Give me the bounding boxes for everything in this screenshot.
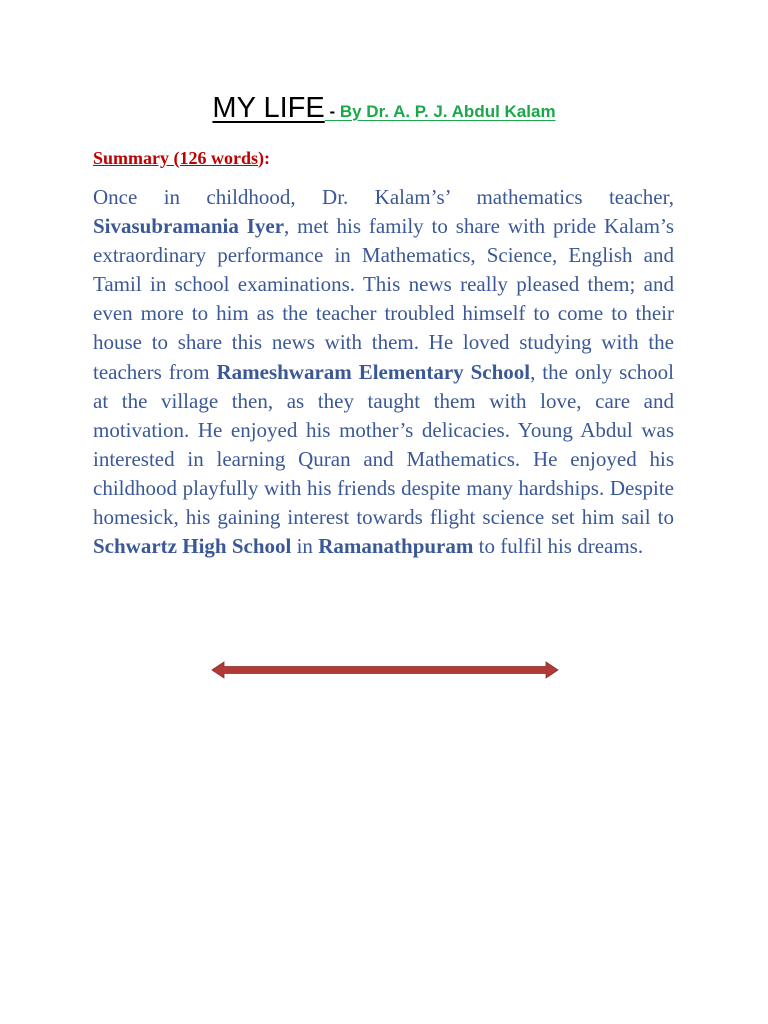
summary-label: Summary (126 words [93, 148, 258, 168]
byline [325, 102, 556, 121]
section-divider [210, 660, 560, 685]
byline-text: By Dr. A. P. J. Abdul Kalam [339, 102, 556, 121]
summary-heading [93, 148, 270, 169]
title-dash: - [329, 102, 336, 121]
summary-paragraph [93, 183, 674, 561]
text-run: in [291, 534, 319, 559]
double-headed-arrow-icon [210, 660, 560, 680]
text-run: , the only school at the village then, as they taught them with love, care and motivation. He enjoyed his mother’s delicacies. Young Abdul was interested in learning Quran and Mathematics. He enjoyed his childhood playfully with his friends despite many hardships. Despite homesick, his gaining interest towards flight science set him sail to [93, 359, 674, 530]
text-run: Once in childhood, Dr. Kalam’s’ mathematics teacher, [93, 185, 674, 209]
emphasized-term: Sivasubramania Iyer [93, 214, 285, 239]
emphasized-term: Rameshwaram Elementary School [216, 359, 531, 384]
summary-heading-tail: ): [258, 148, 270, 168]
title-text: MY LIFE [212, 92, 325, 124]
document-title [0, 92, 768, 125]
text-run: , met his family to share with pride Kalam’s extraordinary performance in Mathematics, Science, English and Tamil in school examinations. This news really pleased them; and even more to him as the teacher troubled himself to come to their house to share this news with them. He loved studying with the teachers from [93, 214, 675, 384]
emphasized-term: Ramanathpuram [318, 534, 474, 559]
text-run: to fulfil his dreams. [473, 534, 644, 559]
emphasized-term: Schwartz High School [93, 534, 292, 559]
